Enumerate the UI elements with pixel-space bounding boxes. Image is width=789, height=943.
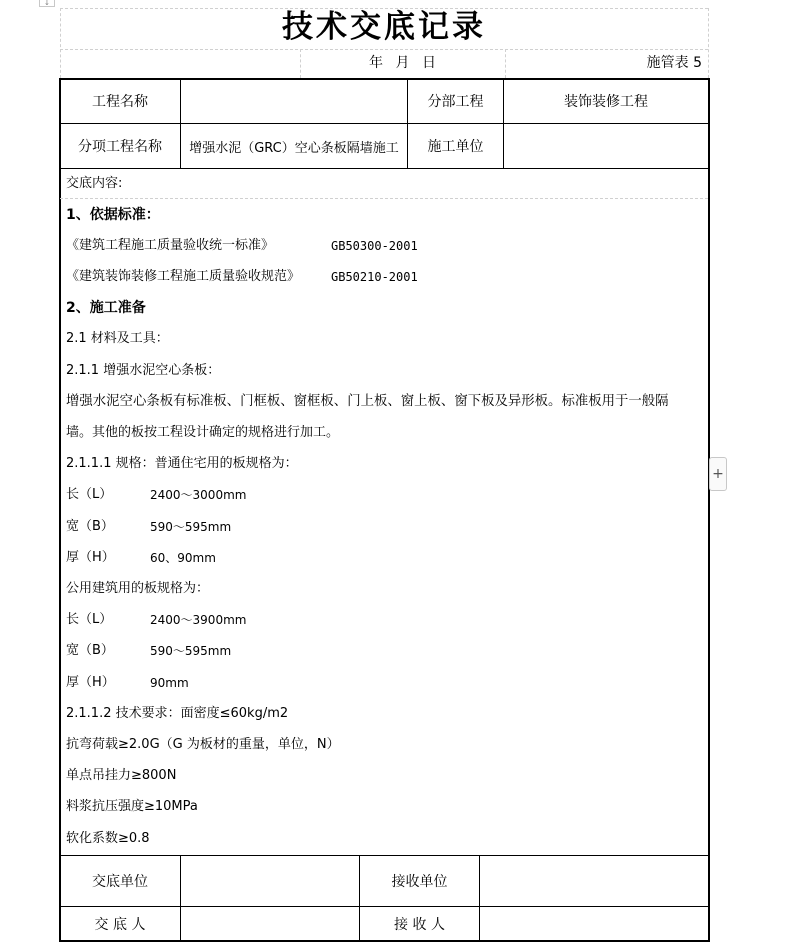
table-border-right [708, 78, 710, 942]
standard-name: 《建筑工程施工质量验收统一标准》 [66, 238, 275, 253]
page-guide-line [708, 8, 709, 78]
sub-project-value[interactable]: 装饰装修工程 [564, 94, 648, 110]
spec-value: 2400～3900mm [150, 613, 247, 627]
subsection-heading: 2.1.1.1 规格：普通住宅用的板规格为： [66, 456, 298, 471]
date-line: 年 月 日 [369, 55, 436, 71]
spec-label: 宽（B） [66, 643, 114, 658]
handover-unit-value[interactable] [181, 856, 359, 906]
paragraph-line: 增强水泥空心条板有标准板、门框板、窗框板、门上板、窗上板、窗下板及异形板。标准板用于一般隔 [66, 394, 669, 409]
form-number: 施管表 5 [646, 55, 702, 71]
receiver-label: 接 收 人 [394, 916, 445, 933]
receiver-value[interactable] [480, 907, 708, 940]
plus-icon[interactable]: + [709, 457, 727, 491]
receiving-unit-label: 接收单位 [391, 874, 448, 890]
spec-label: 长（L） [66, 487, 113, 502]
standard-code: GB50210-2001 [331, 270, 418, 284]
spec-value: 60、90mm [150, 551, 216, 565]
project-name-value[interactable] [181, 79, 407, 123]
document-title: 技术交底记录 [282, 9, 486, 45]
subsection-heading: 公用建筑用的板规格为： [66, 581, 210, 596]
spec-label: 厚（H） [66, 675, 115, 690]
requirement-line: 单点吊挂力≥800N [66, 768, 177, 783]
requirement-line: 软化系数≥0.8 [66, 831, 150, 846]
table-row-divider [60, 168, 708, 169]
spec-label: 厚（H） [66, 550, 115, 565]
handover-person-label: 交 底 人 [94, 916, 146, 933]
table-border-bottom [59, 940, 710, 942]
spec-label: 宽（B） [66, 519, 114, 534]
requirement-line: 料浆抗压强度≥10MPa [66, 799, 198, 814]
project-name-label: 工程名称 [92, 94, 148, 110]
page-guide-line [60, 49, 708, 50]
subsection-heading: 2.1 材料及工具： [66, 331, 169, 346]
content-intro: 交底内容: [66, 176, 123, 191]
spec-value: 90mm [150, 676, 189, 690]
page-guide-line [505, 49, 506, 78]
section-heading: 1、依据标准： [66, 207, 160, 223]
construction-unit-value[interactable] [504, 124, 708, 168]
item-project-label: 分项工程名称 [78, 139, 162, 155]
arrow-down-icon[interactable]: ↓ [39, 0, 55, 7]
standard-code: GB50300-2001 [331, 239, 418, 253]
handover-unit-label: 交底单位 [92, 874, 148, 890]
construction-unit-label: 施工单位 [427, 139, 484, 155]
spec-value: 590～595mm [150, 644, 232, 658]
item-project-value[interactable]: 增强水泥（GRC）空心条板隔墙施工 [189, 140, 399, 156]
paragraph-line: 墙。其他的板按工程设计确定的规格进行加工。 [66, 425, 340, 440]
receiving-unit-value[interactable] [480, 856, 708, 906]
standard-name: 《建筑装饰装修工程施工质量验收规范》 [66, 269, 301, 284]
subsection-heading: 2.1.1 增强水泥空心条板： [66, 363, 221, 378]
table-border-left [59, 78, 61, 942]
spec-value: 590～595mm [150, 520, 232, 534]
handover-person-value[interactable] [181, 907, 359, 940]
requirement-line: 抗弯荷载≥2.0G（G 为板材的重量，单位，N） [66, 737, 340, 752]
content-guide-line [60, 198, 708, 199]
subsection-heading: 2.1.1.2 技术要求：面密度≤60kg/m2 [66, 706, 289, 721]
spec-label: 长（L） [66, 612, 113, 627]
spec-value: 2400～3000mm [150, 488, 247, 502]
section-heading: 2、施工准备 [66, 300, 146, 316]
sub-project-label: 分部工程 [427, 94, 484, 110]
